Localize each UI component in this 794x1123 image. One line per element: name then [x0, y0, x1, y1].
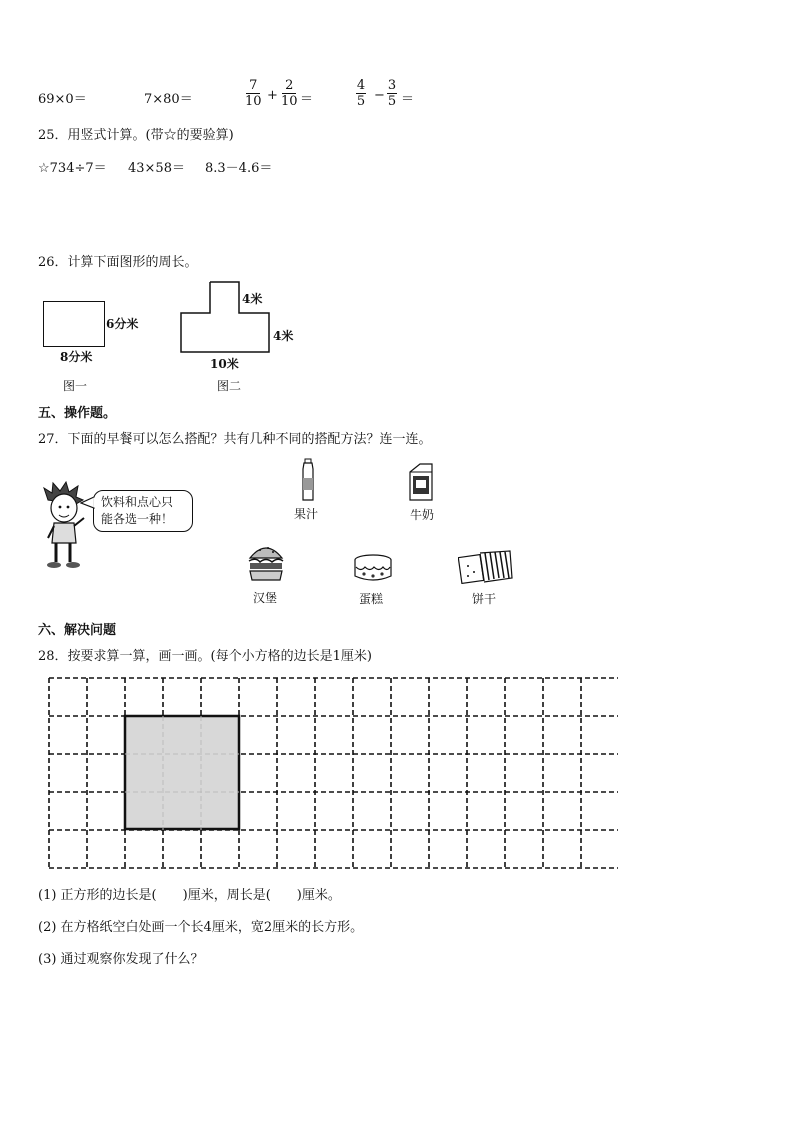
fig2-bottom-label: 10米 — [210, 357, 239, 371]
q25-expr-2: 43×58＝ — [128, 161, 185, 176]
drink-juice-label: 果汁 — [294, 507, 319, 521]
fraction-4-5: 4 5 — [356, 78, 366, 109]
fraction-7-10: 7 10 — [245, 78, 262, 109]
q28-part3: (3) 通过观察你发现了什么？ — [38, 952, 204, 967]
boy-illustration — [36, 480, 92, 572]
drink-milk-label: 牛奶 — [410, 508, 435, 522]
rectangle-shape — [43, 301, 105, 347]
expr-69x0: 69×0＝ — [38, 92, 87, 107]
dotted-grid[interactable] — [46, 677, 618, 871]
q25-expr-1: ☆734÷7＝ — [38, 161, 107, 176]
bubble-tail — [80, 496, 96, 510]
section6-title: 六、解决问题 — [38, 623, 117, 638]
q28-part1: (1) 正方形的边长是( )厘米，周长是( )厘米。 — [38, 888, 341, 903]
fraction-3-5: 3 5 — [387, 78, 397, 109]
fig2-caption: 图二 — [217, 379, 242, 393]
q25-expr-3: 8.3－4.6＝ — [205, 161, 273, 176]
cake-icon — [352, 552, 394, 584]
fig2-top-label: 4米 — [242, 292, 263, 306]
q25-title: 25．用竖式计算。(带☆的要验算) — [38, 128, 234, 143]
juice-bottle-icon — [298, 458, 318, 502]
fig2-side-label: 4米 — [273, 329, 294, 343]
snack-cake-label: 蛋糕 — [359, 592, 384, 606]
fraction-2-10: 2 10 — [281, 78, 298, 109]
expr-7x80: 7×80＝ — [144, 92, 193, 107]
snack-hamburger-label: 汉堡 — [253, 591, 278, 605]
bubble-text: 饮料和点心只 能各选一种！ — [101, 495, 174, 526]
fig1-width-label: 8分米 — [60, 350, 93, 364]
hamburger-icon — [246, 540, 286, 584]
q28-part2: (2) 在方格纸空白处画一个长4厘米，宽2厘米的长方形。 — [38, 920, 364, 935]
milk-carton-icon — [406, 462, 436, 502]
biscuit-icon — [458, 548, 514, 584]
gray-square — [125, 716, 239, 829]
fig1-height-label: 6分米 — [106, 317, 139, 331]
section5-title: 五、操作题。 — [38, 406, 117, 421]
snack-biscuit-label: 饼干 — [472, 592, 497, 606]
q27-title: 27．下面的早餐可以怎么搭配？共有几种不同的搭配方法？连一连。 — [38, 432, 432, 447]
fig1-caption: 图一 — [63, 379, 88, 393]
q26-title: 26．计算下面图形的周长。 — [38, 255, 198, 270]
q28-title: 28．按要求算一算，画一画。(每个小方格的边长是1厘米) — [38, 649, 372, 664]
